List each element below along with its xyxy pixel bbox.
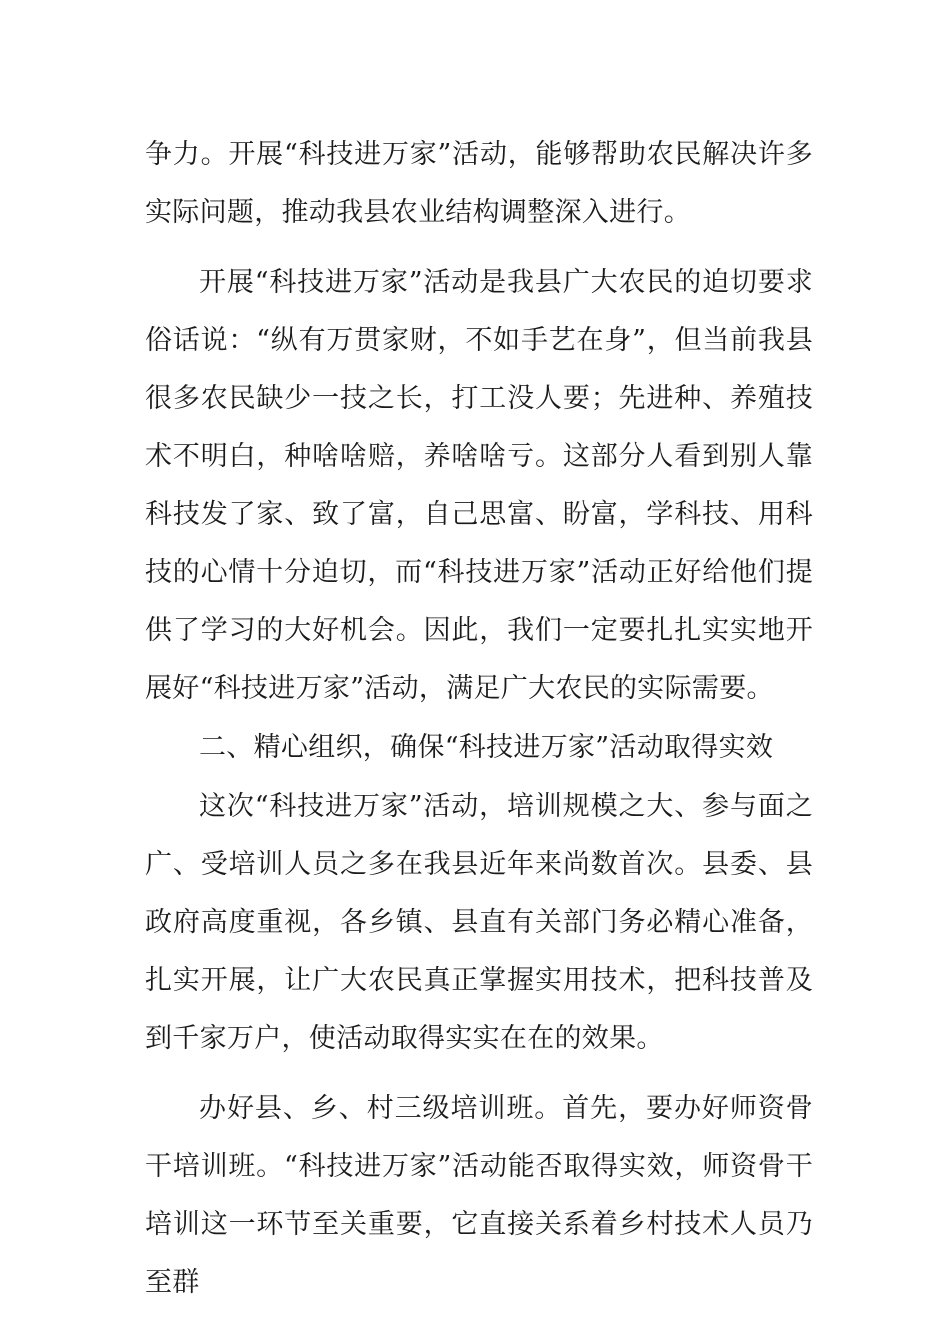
paragraph-continuation: 争力。开展“科技进万家”活动，能够帮助农民解决许多实际问题，推动我县农业结构调整深入进行。 [145,139,813,228]
paragraph-training-scale: 这次“科技进万家”活动，培训规模之大、参与面之广、受培训人员之多在我县近年来尚数首次。县委、县政府高度重视，各乡镇、县直有关部门务必精心准备，扎实开展，让广大农民真正掌握实用技术，把科技普及到千家万户，使活动取得实实在在的效果。 [145,791,813,1054]
paragraph-training-classes: 办好县、乡、村三级培训班。首先，要办好师资骨干培训班。“科技进万家”活动能否取得实效，师资骨干培训这一环节至关重要，它直接关系着乡村技术人员乃至群 [145,1093,813,1298]
paragraph-farmers-demand: 开展“科技进万家”活动是我县广大农民的迫切要求俗话说：“纵有万贯家财，不如手艺在身”，但当前我县很多农民缺少一技之长，打工没人要；先进种、养殖技术不明白，种啥啥赔，养啥啥亏。这部分人看到别人靠科技发了家、致了富，自己思富、盼富，学科技、用科技的心情十分迫切，而“科技进万家”活动正好给他们提供了学习的大好机会。因此，我们一定要扎扎实实地开展好“科技进万家”活动，满足广大农民的实际需要。 [145,267,813,704]
document-body [145,126,813,1312]
section-heading-two: 二、精心组织，确保“科技进万家”活动取得实效 [199,732,774,763]
